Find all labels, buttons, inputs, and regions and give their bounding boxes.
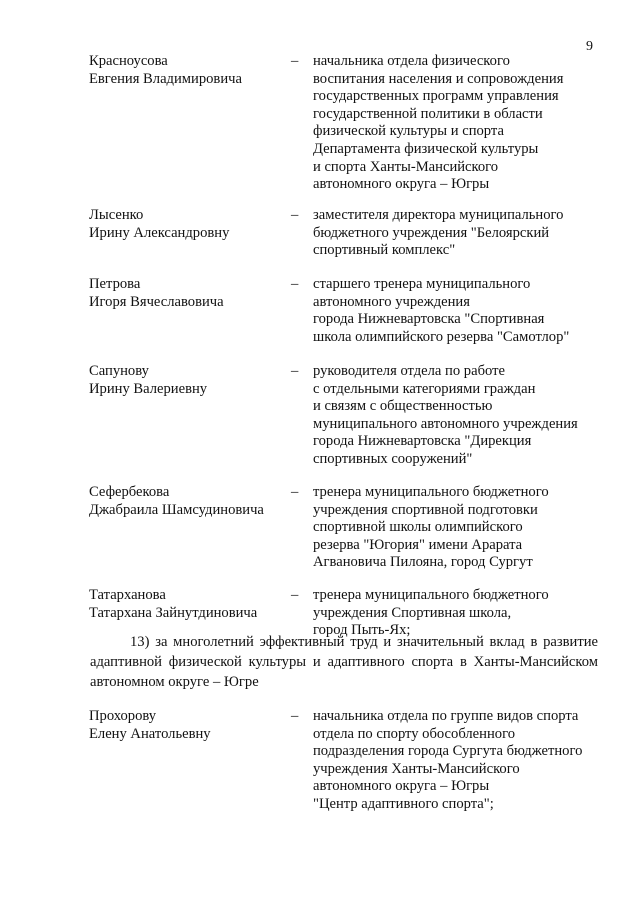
position-line: отдела по спорту обособленного — [313, 725, 515, 742]
person-position — [313, 276, 613, 346]
person-surname: Сефербекова — [89, 484, 170, 500]
position-line: тренера муниципального бюджетного — [313, 587, 549, 603]
person-given-name: Ирину Валериевну — [89, 380, 208, 397]
person-surname: Красноусова — [89, 53, 168, 69]
dash-separator: – — [291, 708, 299, 724]
person-position — [313, 207, 613, 260]
person-position — [313, 363, 613, 469]
paragraph-line: адаптивной физической культуры и адаптивного спорта в Ханты-Мансийском — [90, 654, 598, 670]
position-line: автономного округа – Югры — [313, 778, 490, 795]
position-line: спортивной школы олимпийского — [313, 519, 523, 536]
dash-separator: – — [291, 276, 299, 292]
position-line: города Нижневартовска "Дирекция — [313, 433, 532, 450]
page-number: 9 — [586, 39, 593, 54]
position-line: начальника отдела по группе видов спорта — [313, 708, 579, 724]
position-line: школа олимпийского резерва "Самотлор" — [313, 328, 570, 345]
person-position — [313, 708, 613, 814]
person-given-name: Татархана Зайнутдиновича — [89, 604, 258, 621]
person-position — [313, 484, 613, 572]
position-line: заместителя директора муниципального — [313, 207, 564, 223]
person-given-name: Джабраила Шамсудиновича — [89, 501, 264, 518]
position-line: государственных программ управления — [313, 88, 559, 105]
person-name — [89, 708, 289, 743]
position-line: старшего тренера муниципального — [313, 276, 531, 292]
section-13-paragraph — [90, 632, 598, 692]
person-name — [89, 587, 289, 622]
person-given-name: Ирину Александровну — [89, 224, 230, 241]
position-line: автономного учреждения — [313, 293, 470, 310]
position-line: учреждения Спортивная школа, — [313, 604, 512, 621]
person-surname: Татарханова — [89, 587, 166, 603]
person-surname: Петрова — [89, 276, 141, 292]
person-position — [313, 53, 613, 194]
person-name — [89, 276, 289, 311]
dash-separator: – — [291, 53, 299, 69]
position-line: и спорта Ханты-Мансийского — [313, 158, 499, 175]
position-line: с отдельными категориями граждан — [313, 380, 536, 397]
position-line: спортивных сооружений" — [313, 450, 473, 467]
person-given-name: Евгения Владимировича — [89, 70, 242, 87]
position-line: город Пыть-Ях; — [313, 622, 411, 639]
position-line: учреждения спортивной подготовки — [313, 501, 538, 518]
position-line: автономного округа – Югры — [313, 176, 490, 193]
person-name — [89, 53, 289, 88]
position-line: руководителя отдела по работе — [313, 363, 505, 379]
dash-separator: – — [291, 484, 299, 500]
person-surname: Лысенко — [89, 207, 144, 223]
position-line: бюджетного учреждения "Белоярский — [313, 224, 550, 241]
position-line: муниципального автономного учреждения — [313, 415, 578, 432]
position-line: и связям с общественностью — [313, 398, 493, 415]
position-line: физической культуры и спорта — [313, 123, 504, 140]
position-line: воспитания населения и сопровождения — [313, 70, 564, 87]
person-name — [89, 207, 289, 242]
position-line: государственной политики в области — [313, 105, 543, 122]
position-line: учреждения Ханты-Мансийского — [313, 760, 520, 777]
dash-separator: – — [291, 207, 299, 223]
position-line: спортивный комплекс" — [313, 242, 456, 259]
dash-separator: – — [291, 587, 299, 603]
paragraph-line: 13) за многолетний эффективный труд и значительный вклад в развитие — [130, 634, 598, 650]
person-surname: Сапунову — [89, 363, 149, 379]
person-given-name: Елену Анатольевну — [89, 725, 211, 742]
person-surname: Прохорову — [89, 708, 157, 724]
dash-separator: – — [291, 363, 299, 379]
position-line: тренера муниципального бюджетного — [313, 484, 549, 500]
position-line: Агвановича Пилояна, город Сургут — [313, 554, 533, 571]
paragraph-line: автономном округе – Югре — [90, 674, 259, 690]
person-name — [89, 484, 289, 519]
position-line: Департамента физической культуры — [313, 140, 539, 157]
position-line: подразделения города Сургута бюджетного — [313, 743, 583, 760]
position-line: "Центр адаптивного спорта"; — [313, 795, 494, 812]
person-given-name: Игоря Вячеславовича — [89, 293, 224, 310]
position-line: начальника отдела физического — [313, 53, 510, 69]
position-line: резерва "Югория" имени Арарата — [313, 536, 523, 553]
person-name — [89, 363, 289, 398]
position-line: города Нижневартовска "Спортивная — [313, 311, 545, 328]
